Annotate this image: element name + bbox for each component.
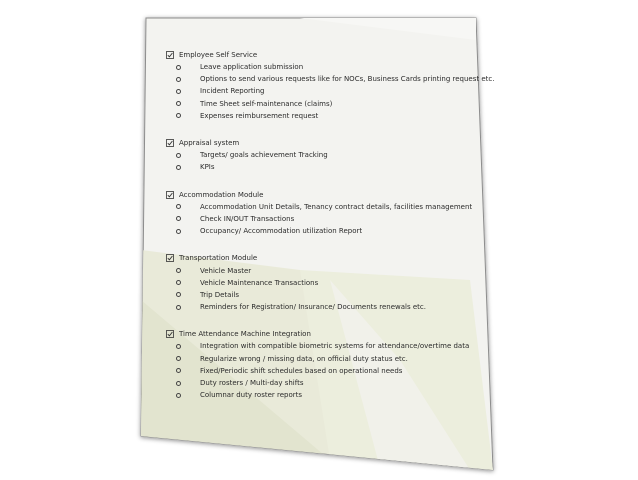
list-item-text: Regularize wrong / missing data, on official duty status etc. — [200, 354, 408, 363]
section-title: Appraisal system — [179, 139, 240, 148]
checkbox-checked-icon — [166, 254, 174, 262]
list-item — [166, 213, 466, 225]
list-item-text: Integration with compatible biometric systems for attendance/overtime data — [200, 342, 470, 351]
sub-item-list — [166, 149, 466, 173]
sub-item-list — [166, 264, 466, 313]
list-item-text: Targets/ goals achievement Tracking — [200, 151, 328, 160]
list-item — [166, 201, 473, 213]
circle-bullet-icon — [176, 229, 181, 234]
section-heading — [166, 137, 466, 149]
list-item-text: Occupancy/ Accommodation utilization Report — [200, 227, 363, 236]
list-item-text: Vehicle Master — [200, 266, 252, 275]
list-item-text: KPIs — [200, 163, 215, 172]
circle-bullet-icon — [176, 305, 181, 310]
list-item — [166, 98, 466, 110]
checkbox-checked-icon — [166, 191, 174, 199]
list-item — [166, 353, 466, 365]
circle-bullet-icon — [176, 216, 181, 221]
sub-item-list — [166, 61, 495, 122]
section — [166, 328, 470, 401]
sub-item-list — [166, 340, 470, 401]
circle-bullet-icon — [176, 65, 181, 70]
circle-bullet-icon — [176, 280, 181, 285]
circle-bullet-icon — [176, 101, 181, 106]
circle-bullet-icon — [176, 356, 181, 361]
section — [166, 49, 495, 122]
list-item — [166, 377, 466, 389]
list-item — [166, 61, 466, 73]
list-item — [166, 149, 466, 161]
circle-bullet-icon — [176, 89, 181, 94]
section — [166, 252, 466, 313]
list-item — [166, 110, 466, 122]
circle-bullet-icon — [176, 268, 181, 273]
circle-bullet-icon — [176, 153, 181, 158]
section-heading — [166, 328, 466, 340]
list-item-text: Duty rosters / Multi-day shifts — [200, 379, 304, 388]
list-item-text: Accommodation Unit Details, Tenancy contract details, facilities management — [200, 202, 473, 211]
circle-bullet-icon — [176, 381, 181, 386]
list-item — [166, 340, 470, 352]
list-item-text: Options to send various requests like for NOCs, Business Cards printing request etc. — [200, 75, 495, 84]
section-title: Accommodation Module — [179, 190, 264, 199]
list-item — [166, 161, 466, 173]
list-item — [166, 264, 466, 276]
sub-item-list — [166, 201, 473, 238]
checkbox-checked-icon — [166, 330, 174, 338]
list-item-text: Trip Details — [200, 290, 240, 299]
checkbox-checked-icon — [166, 51, 174, 59]
circle-bullet-icon — [176, 113, 181, 118]
list-item-text: Fixed/Periodic shift schedules based on operational needs — [200, 366, 403, 375]
section-title: Time Attendance Machine Integration — [179, 330, 311, 339]
list-item-text: Columnar duty roster reports — [200, 391, 303, 400]
list-item — [166, 225, 466, 237]
list-item-text: Expenses reimbursement request — [200, 111, 319, 120]
feature-list — [166, 49, 495, 417]
section — [166, 189, 473, 238]
circle-bullet-icon — [176, 292, 181, 297]
list-item — [166, 365, 466, 377]
circle-bullet-icon — [176, 77, 181, 82]
list-item-text: Leave application submission — [200, 63, 304, 72]
checkbox-checked-icon — [166, 139, 174, 147]
section-heading — [166, 189, 466, 201]
list-item-text: Reminders for Registration/ Insurance/ Documents renewals etc. — [200, 303, 426, 312]
list-item — [166, 301, 466, 313]
list-item-text: Check IN/OUT Transactions — [200, 214, 295, 223]
list-item-text: Time Sheet self-maintenance (claims) — [200, 99, 333, 108]
section-heading — [166, 49, 466, 61]
section-heading — [166, 252, 466, 264]
circle-bullet-icon — [176, 344, 181, 349]
circle-bullet-icon — [176, 368, 181, 373]
list-item — [166, 73, 495, 85]
list-item — [166, 277, 466, 289]
list-item — [166, 289, 466, 301]
list-item-text: Vehicle Maintenance Transactions — [200, 278, 319, 287]
list-item-text: Incident Reporting — [200, 87, 265, 96]
circle-bullet-icon — [176, 165, 181, 170]
list-item — [166, 85, 466, 97]
section-title: Transportation Module — [179, 254, 258, 263]
list-item — [166, 389, 466, 401]
section-title: Employee Self Service — [179, 51, 258, 59]
circle-bullet-icon — [176, 393, 181, 398]
section — [166, 137, 466, 173]
circle-bullet-icon — [176, 204, 181, 209]
